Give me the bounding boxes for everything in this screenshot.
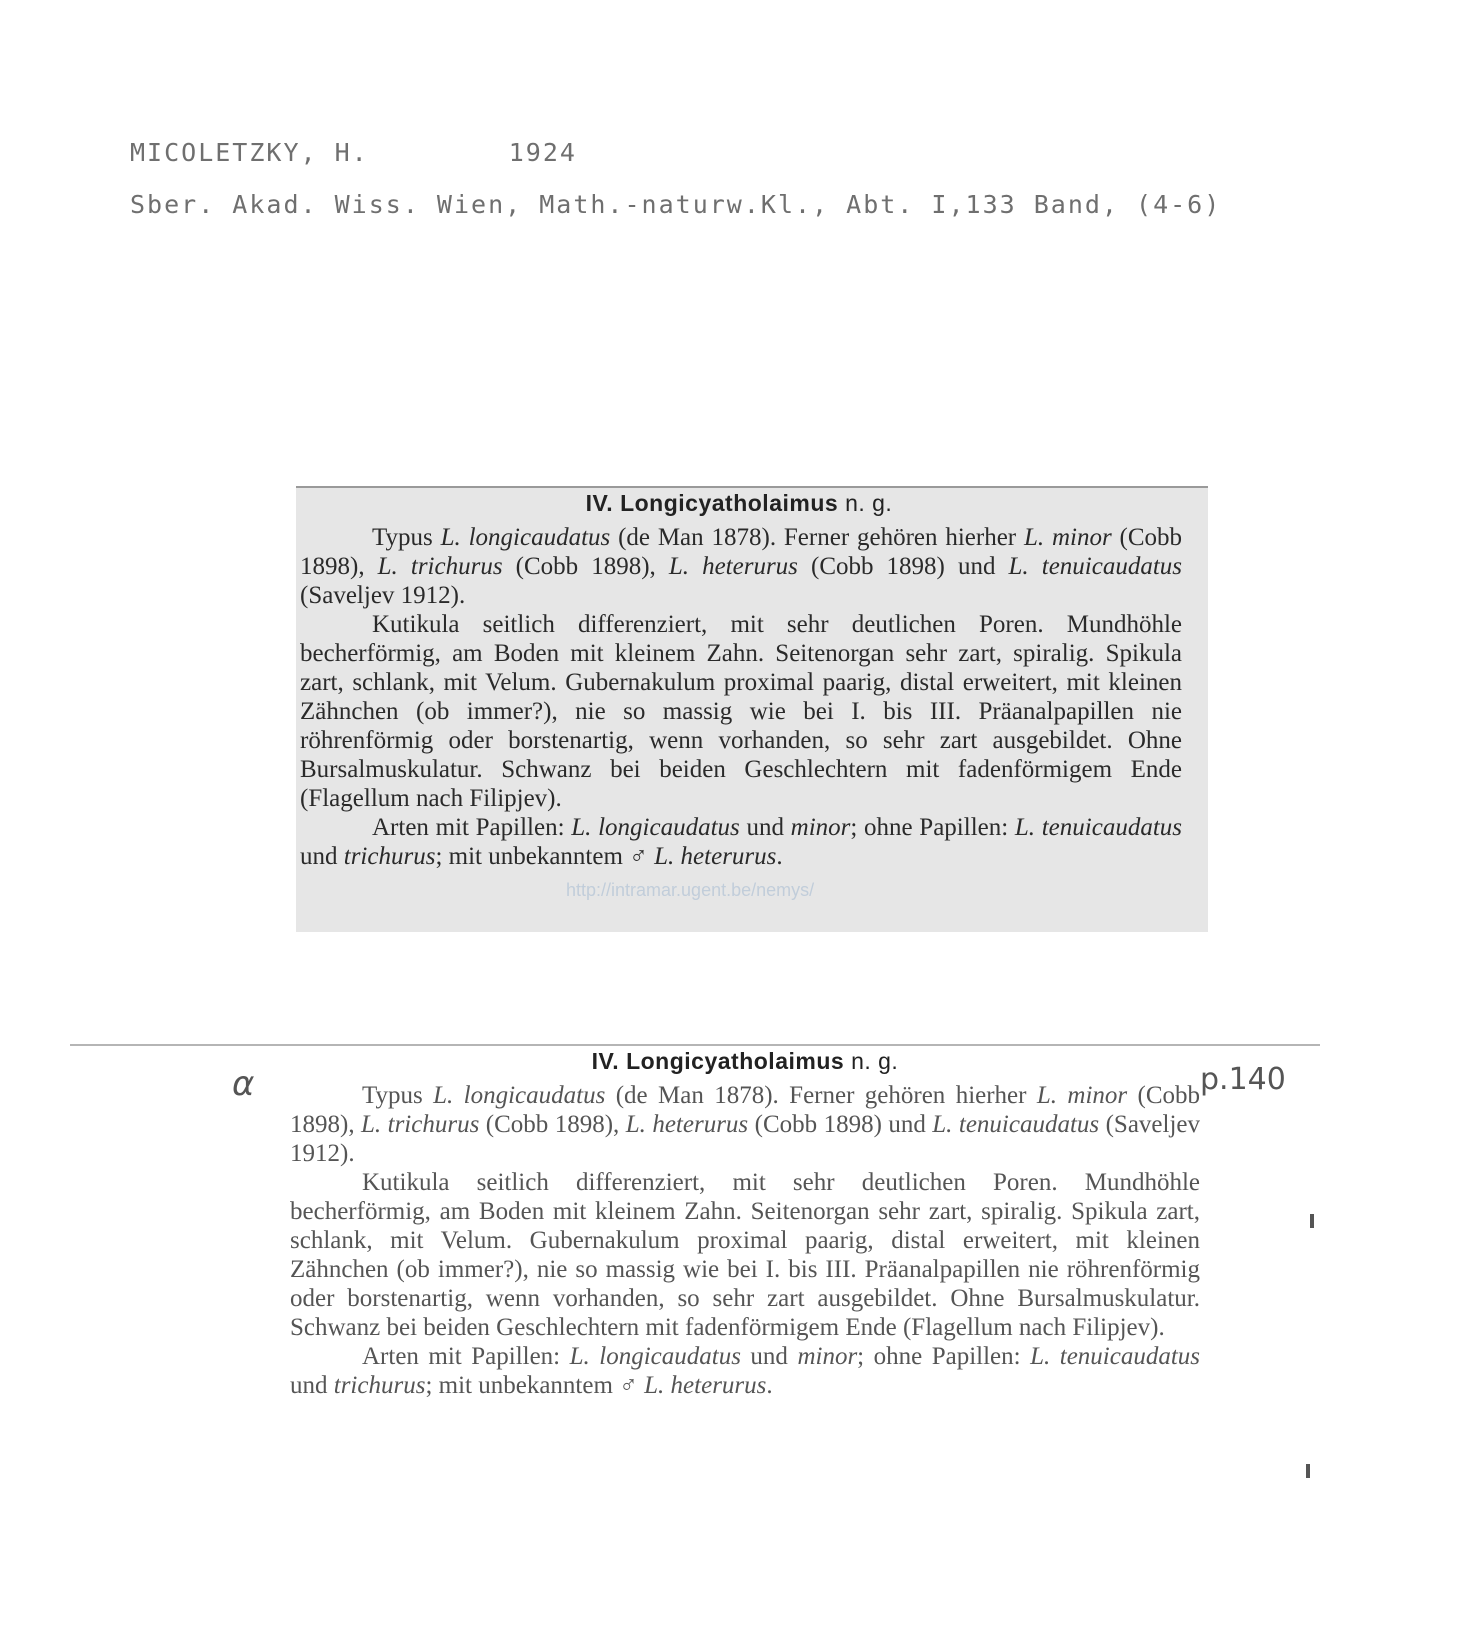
clipping-copy-bottom (70, 1044, 1320, 1524)
reference-citation: Sber. Akad. Wiss. Wien, Math.-naturw.Kl., Abt. I,133 Band, (4-6) (130, 190, 1222, 219)
paragraph-typus: Typus L. longicaudatus (de Man 1878). Ferner gehören hierher L. minor (Cobb 1898), L. trichurus (Cobb 1898), L. heterurus (Cobb 1898) und L. tenuicaudatus (Saveljev 1912). (290, 1082, 1201, 1167)
paragraph-species: Arten mit Papillen: L. longicaudatus und minor; ohne Papillen: L. tenuicaudatus und trichurus; mit unbekanntem ♂ L. heterurus. (290, 1343, 1201, 1399)
reference-author-year (130, 138, 577, 167)
handwritten-page-reference: p.140 (1200, 1062, 1286, 1097)
paragraph-typus: Typus L. longicaudatus (de Man 1878). Ferner gehören hierher L. minor (Cobb 1898), L. trichurus (Cobb 1898), L. heterurus (Cobb 1898) und L. tenuicaudatus (Saveljev 1912). (300, 524, 1183, 609)
scan-edge-mark (1310, 1214, 1314, 1228)
paragraph-species: Arten mit Papillen: L. longicaudatus und minor; ohne Papillen: L. tenuicaudatus und trichurus; mit unbekanntem ♂ L. heterurus. (300, 814, 1182, 870)
watermark-url: http://intramar.ugent.be/nemys/ (566, 880, 815, 900)
section-title: IV. Longicyatholaimus n. g. (585, 490, 893, 516)
author: MICOLETZKY, H. (130, 138, 369, 167)
clipping-copy-top (296, 486, 1208, 932)
paragraph-description: Kutikula seitlich differenziert, mit sehr deutlichen Poren. Mundhöhle becherförmig, am Boden mit kleinem Zahn. Seitenorgan sehr zart, spiralig. Spikula zart, schlank, mit Velum. Gubernakulum proximal paarig, distal erweitert, mit kleinen Zähnchen (ob immer?), nie so massig wie bei I. bis III. Präanalpapillen nie röhrenförmig oder borstenartig, wenn vorhanden, so sehr zart ausgebildet. Ohne Bursalmuskulatur. Schwanz bei beiden Geschlechtern mit fadenförmigem Ende (Flagellum nach Filipjev). (300, 611, 1182, 812)
year: 1924 (508, 138, 577, 167)
handwritten-margin-mark: α (232, 1064, 255, 1104)
scan-edge-mark (1306, 1464, 1310, 1478)
paragraph-description: Kutikula seitlich differenziert, mit sehr deutlichen Poren. Mundhöhle becherförmig, am Boden mit kleinem Zahn. Seitenorgan sehr zart, spiralig. Spikula zart, schlank, mit Velum. Gubernakulum proximal paarig, distal erweitert, mit kleinen Zähnchen (ob immer?), nie so massig wie bei I. bis III. Präanalpapillen nie röhrenförmig oder borstenartig, wenn vorhanden, so sehr zart ausgebildet. Ohne Bursalmuskulatur. Schwanz bei beiden Geschlechtern mit fadenförmigem Ende (Flagellum nach Filipjev). (290, 1169, 1200, 1341)
section-title: IV. Longicyatholaimus n. g. (591, 1048, 899, 1074)
